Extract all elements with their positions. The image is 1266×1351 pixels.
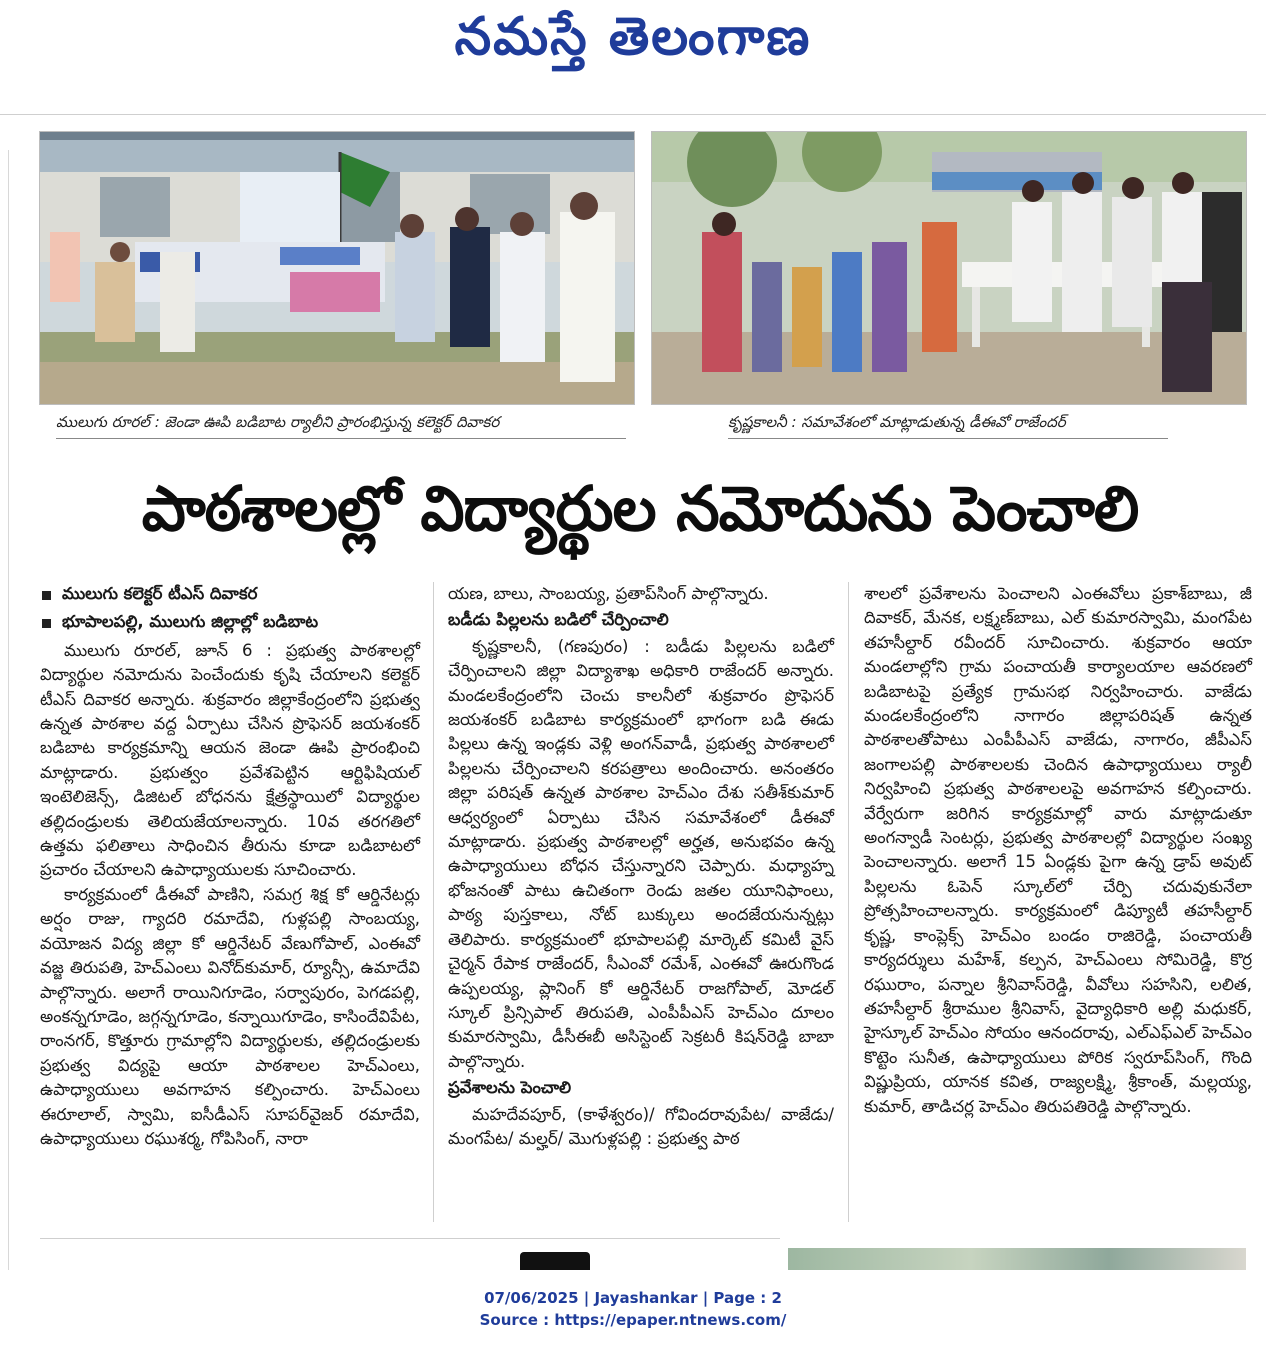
photo-caption-meeting: కృష్ణకాలనీ : సమావేశంలో మాట్లాడుతున్న డీఈవో రాజేందర్	[728, 406, 1168, 439]
footer-edition-info: 07/06/2025 | Jayashankar | Page : 2	[484, 1289, 782, 1307]
article-bullet: భూపాలపల్లి, ములుగు జిల్లాల్లో బడిబాట	[40, 610, 420, 634]
photo-rally	[39, 131, 635, 405]
article-column-2	[448, 582, 834, 1222]
bottom-divider	[40, 1238, 780, 1239]
article-subheading: బడీడు పిల్లలను బడిలో చేర్పించాలి	[448, 610, 669, 630]
article-bullet: ములుగు కలెక్టర్ టీఎస్ దివాకర	[40, 582, 420, 606]
article-column-3	[864, 582, 1252, 1222]
masthead-divider	[0, 114, 1266, 115]
photo-meeting	[651, 131, 1247, 405]
page-footer	[0, 1287, 1266, 1331]
column-divider	[433, 582, 434, 1222]
article-paragraph: శాలలో ప్రవేశాలను పెంచాలని ఎంఈవోలు ప్రకాశ్‌బాబు, జీ దివాకర్, మేనక, లక్ష్మణ్‌బాబు, ఎల్ కుమారస్వామి, మంగపేట తహసీల్దార్ రవీందర్ సూచించారు. శుక్రవారం ఆయా మండలాల్లోని గ్రామ పంచాయతీ కార్యాలయాల ఆవరణలో బడిబాటపై ప్రత్యేక గ్రామసభ నిర్వహించారు. వాజేడు మండలకేంద్రంలోని నాగారం జిల్లాపరిషత్ ఉన్నత పాఠశాలతోపాటు ఎంపీపీఎస్ వాజేడు, నాగారం, జీపీఎస్ జంగాలపల్లి పాఠశాలలకు చెందిన ఉపాధ్యాయులు ర్యాలీ నిర్వహించి ప్రభుత్వ పాఠశాలలపై అవగాహన కల్పించారు. వేర్వేరుగా జరిగిన కార్యక్రమాల్లో వారు మాట్లాడుతూ అంగన్వాడీ సెంటర్లు, ప్రభుత్వ పాఠశాలల్లో విద్యార్థుల సంఖ్య పెంచాలన్నారు. అలాగే 15 ఏండ్లకు పైగా ఉన్న డ్రాప్ అవుట్ పిల్లలను ఓపెన్ స్కూల్‌లో చేర్పి చదువుకునేలా ప్రోత్సహించాలన్నారు. కార్యక్రమంలో డిప్యూటీ తహసీల్దార్ కృష్ణ, కాంప్లెక్స్ హెచ్ఎం బండం రాజిరెడ్డి, పంచాయతీ కార్యదర్శులు మహేశ్, కల్పన, హెచ్ఎంలు సోమిరెడ్డి, కొర్ర రఘురాం, పన్నాల శ్రీనివాస్‌రెడ్డి, వీవోలు సహసిని, లలిత, తహసీల్దార్ శ్రీరాముల శ్రీనివాస్, వైద్యాధికారి అల్లి మధుకర్, హైస్కూల్ హెచ్ఎం సోయం ఆనందరావు, ఎల్ఎఫ్ఎల్ హెచ్ఎం కొట్టెం సునీత, ఉపాధ్యాయులు పోరిక స్వరూప్‌సింగ్, గొంది విష్ణుప్రియ, యానక కవిత, రాజ్యలక్ష్మి, శ్రీకాంత్, మల్లయ్య, కుమార్, తాడిచర్ల హెచ్ఎం తిరుపతిరెడ్డి పాల్గొన్నారు.	[864, 584, 1252, 1116]
article-paragraph: ములుగు రూరల్, జూన్ 6 : ప్రభుత్వ పాఠశాలల్లో విద్యార్థుల నమోదును పెంచేందుకు కృషి చేయాలని కలెక్టర్ టీఎస్ దివాకర అన్నారు. శుక్రవారం జిల్లాకేంద్రంలోని ప్రభుత్వ ఉన్నత పాఠశాల వద్ద ఏర్పాటు చేసిన ప్రొఫెసర్ జయశంకర్ బడిబాట కార్యక్రమాన్ని ఆయన జెండా ఊపి ప్రారంభించి మాట్లాడారు. ప్రభుత్వం ప్రవేశపెట్టిన ఆర్టిఫిషియల్ ఇంటెలిజెన్స్, డిజిటల్ బోధనను క్షేత్రస్థాయిలో విద్యార్థుల తల్లిదండ్రులకు తెలియజేయాలన్నారు. 10వ తరగతిలో ఉత్తమ ఫలితాలు సాధించిన తీరును కూడా బడిబాటలో ప్రచారం చేయాలని ఉపాధ్యాయులకు సూచించారు.	[40, 640, 420, 880]
article-paragraph: కృష్ణకాలనీ, (గణపురం) : బడీడు పిల్లలను బడిలో చేర్పించాలని జిల్లా విద్యాశాఖ అధికారి రాజేందర్ అన్నారు. మండలకేంద్రంలోని చెంచు కాలనీలో శుక్రవారం ప్రొఫెసర్ జయశంకర్ బడిబాట కార్యక్రమంలో భాగంగా బడి ఈడు పిల్లలు ఉన్న ఇండ్లకు వెళ్లి అంగన్‌వాడీ, ప్రభుత్వ పాఠశాలలో పిల్లలను చేర్పించాలని కరపత్రాలు అందించారు. అనంతరం జిల్లా పరిషత్ ఉన్నత పాఠశాల హెచ్ఎం దేశు సతీశ్‌కుమార్ ఆధ్వర్యంలో ఏర్పాటు చేసిన సమావేశంలో డీఈవో మాట్లాడారు. ప్రభుత్వ పాఠశాలల్లో అర్హత, అనుభవం ఉన్న ఉపాధ్యాయులు బోధన చేస్తున్నారని చెప్పారు. మధ్యాహ్న భోజనంతో పాటు ఉచితంగా రెండు జతల యూనిఫాంలు, పాఠ్య పుస్తకాలు, నోట్ బుక్కులు అందజేయనున్నట్లు తెలిపారు. కార్యక్రమంలో భూపాలపల్లి మార్కెట్ కమిటీ వైస్ చైర్మన్ రేపాక రాజేందర్, సీఎంవో రమేశ్, ఎంఈవో ఊరుగొండ ఉప్పలయ్య, ప్లానింగ్ కో ఆర్డినేటర్ రాజగోపాల్, మోడల్ స్కూల్ ప్రిన్సిపాల్ తిరుపతి, ఎంపీపీఎస్ హెచ్ఎం దూలం కుమారస్వామి, డీసీఈబీ అసిస్టెంట్ సెక్రటరీ కిషన్‌రెడ్డి బాబా పాల్గొన్నారు.	[448, 636, 834, 1071]
column-divider	[848, 582, 849, 1222]
article-column-1	[40, 582, 420, 1222]
article-subheading: ప్రవేశాలను పెంచాలి	[448, 1078, 572, 1098]
masthead	[0, 0, 1266, 112]
article-paragraph: యణ, బాలు, సాంబయ్య, ప్రతాప్‌సింగ్ పాల్గొన్నారు.	[448, 584, 769, 603]
next-photo-fragment	[788, 1248, 1246, 1270]
article-paragraph: కార్యక్రమంలో డీఈవో పాణిని, సమగ్ర శిక్ష కో ఆర్డినేటర్లు అర్షం రాజు, గ్యాదరి రమాదేవి, గుళ్లపల్లి సాంబయ్య, వయోజన విద్య జిల్లా కో ఆర్డినేటర్ వేణుగోపాల్, ఎంఈవో వజ్జ తిరుపతి, హెచ్ఎంలు వినోద్‌కుమార్, ర్యూన్సీ, ఉమాదేవి పాల్గొన్నారు. అలాగే రాయినిగూడెం, సర్వాపురం, పెగడపల్లి, అంకన్నగూడెం, జగ్గన్నగూడెం, కన్నాయిగూడెం, కాసిందేవిపేట, రాంనగర్, కొత్తూరు గ్రామాల్లోని విద్యార్థులకు, తల్లిదండ్రులకు ప్రభుత్వ విద్యపై ఆయా పాఠశాలల హెచ్ఎంలు, ఉపాధ్యాయులు అవగాహన కల్పించారు. హెచ్ఎంలు ఈరూలాల్, స్వామి, ఐసీడీఎస్ సూపర్‌వైజర్ రమాదేవి, ఉపాధ్యాయులు రఘుశర్మ, గోపిసింగ్, నారా	[40, 884, 420, 1148]
article-headline: పాఠశాలల్లో విద్యార్థుల నమోదును పెంచాలి	[141, 472, 1139, 545]
footer-source: Source : https://epaper.ntnews.com/	[479, 1311, 787, 1329]
masthead-logo: నమస్తే తెలంగాణ	[454, 6, 812, 67]
left-margin-divider	[8, 150, 9, 1270]
photo-caption-rally: ములుగు రూరల్ : జెండా ఊపి బడిబాట ర్యాలీని ప్రారంభిస్తున్న కలెక్టర్ దివాకర	[56, 406, 626, 439]
next-headline-fragment	[520, 1252, 590, 1270]
article-paragraph: మహదేవపూర్, (కాళేశ్వరం)/ గోవిందరావుపేట/ వాజేడు/ మంగపేట/ మల్హర్/ మొగుళ్లపల్లి : ప్రభుత్వ పాఠ	[448, 1104, 834, 1148]
